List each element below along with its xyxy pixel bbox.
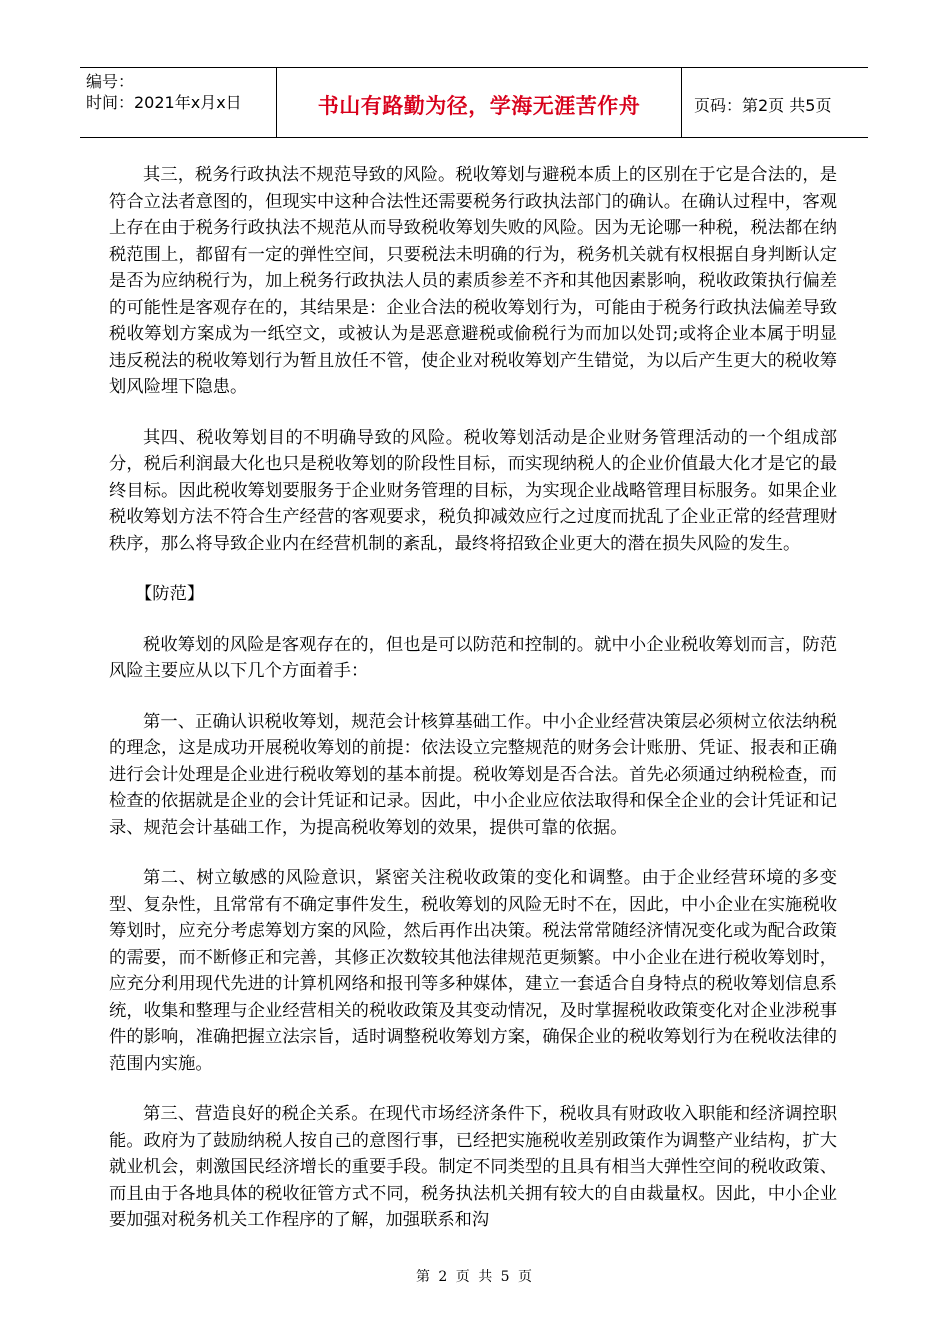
header-page-cell: [682, 68, 868, 137]
page-footer: 第 2 页 共 5 页: [415, 1269, 535, 1285]
header-motto: 书山有路勤为径，学海无涯苦作舟: [317, 93, 641, 118]
paragraph-measure-one: 第一、正确认识税收筹划，规范会计核算基础工作。中小企业经营决策层必须树立依法纳税的理念，这是成功开展税收筹划的前提：依法设立完整规范的财务会计账册、凭证、报表和正确进行会计处理是企业进行税收筹划的基本前提。税收筹划是否合法。首先必须通过纳税检查，而检查的依据就是企业的会计凭证和记录。因此，中小企业应依法取得和保全企业的会计凭证和记录、规范会计基础工作，为提高税收筹划的效果，提供可靠的依据。: [109, 711, 837, 838]
paragraph-risk-four: 其四、税收筹划目的不明确导致的风险。税收筹划活动是企业财务管理活动的一个组成部分，税后利润最大化也只是税收筹划的阶段性目标，而实现纳税人的企业价值最大化才是它的最终目标。因此税收筹划要服务于企业财务管理的目标，为实现企业战略管理目标服务。如果企业税收筹划方法不符合生产经营的客观要求，税负抑减效应行之过度而扰乱了企业正常的经营理财秩序，那么将导致企业内在经营机制的紊乱，最终将招致企业更大的潜在损失风险的发生。: [109, 427, 837, 554]
header-motto-cell: [277, 68, 682, 137]
document-body: [109, 162, 837, 1258]
paragraph-prevention-intro: 税收筹划的风险是客观存在的，但也是可以防范和控制的。就中小企业税收筹划而言，防范风险主要应从以下几个方面着手：: [109, 634, 837, 681]
header-page-label: 页码：第2页 共5页: [694, 96, 832, 115]
document-number-label: 编号：: [86, 72, 135, 91]
page-header: [80, 67, 868, 138]
document-time-label: 时间：2021年x月x日: [86, 93, 242, 112]
section-heading-prevention: 【防范】: [135, 584, 205, 604]
paragraph-measure-two: 第二、树立敏感的风险意识，紧密关注税收政策的变化和调整。由于企业经营环境的多变型、复杂性，且常常有不确定事件发生，税收筹划的风险无时不在，因此，中小企业在实施税收筹划时，应充分考虑筹划方案的风险，然后再作出决策。税法常常随经济情况变化或为配合政策的需要，而不断修正和完善，其修正次数较其他法律规范更频繁。中小企业在进行税收筹划时，应充分利用现代先进的计算机网络和报刊等多种媒体，建立一套适合自身特点的税收筹划信息系统，收集和整理与企业经营相关的税收政策及其变动情况，及时掌握税收政策变化对企业涉税事件的影响，准确把握立法宗旨，适时调整税收筹划方案，确保企业的税收筹划行为在税收法律的范围内实施。: [109, 868, 837, 1074]
paragraph-measure-three: 第三、营造良好的税企关系。在现代市场经济条件下，税收具有财政收入职能和经济调控职能。政府为了鼓励纳税人按自己的意图行事，已经把实施税收差别政策作为调整产业结构，扩大就业机会，刺激国民经济增长的重要手段。制定不同类型的且具有相当大弹性空间的税收政策、而且由于各地具体的税收征管方式不同，税务执法机关拥有较大的自由裁量权。因此，中小企业要加强对税务机关工作程序的了解，加强联系和沟: [109, 1104, 837, 1230]
header-meta: [80, 68, 277, 137]
paragraph-risk-three: 其三，税务行政执法不规范导致的风险。税收筹划与避税本质上的区别在于它是合法的，是符合立法者意图的，但现实中这种合法性还需要税务行政执法部门的确认。在确认过程中，客观上存在由于税务行政执法不规范从而导致税收筹划失败的风险。因为无论哪一种税，税法都在纳税范围上，都留有一定的弹性空间，只要税法未明确的行为，税务机关就有权根据自身判断认定是否为应纳税行为，加上税务行政执法人员的素质参差不齐和其他因素影响，税收政策执行偏差的可能性是客观存在的，其结果是：企业合法的税收筹划行为，可能由于税务行政执法偏差导致税收筹划方案成为一纸空文，或被认为是恶意避税或偷税行为而加以处罚;或将企业本属于明显违反税法的税收筹划行为暂且放任不管，使企业对税收筹划产生错觉，为以后产生更大的税收筹划风险埋下隐患。: [109, 165, 837, 397]
